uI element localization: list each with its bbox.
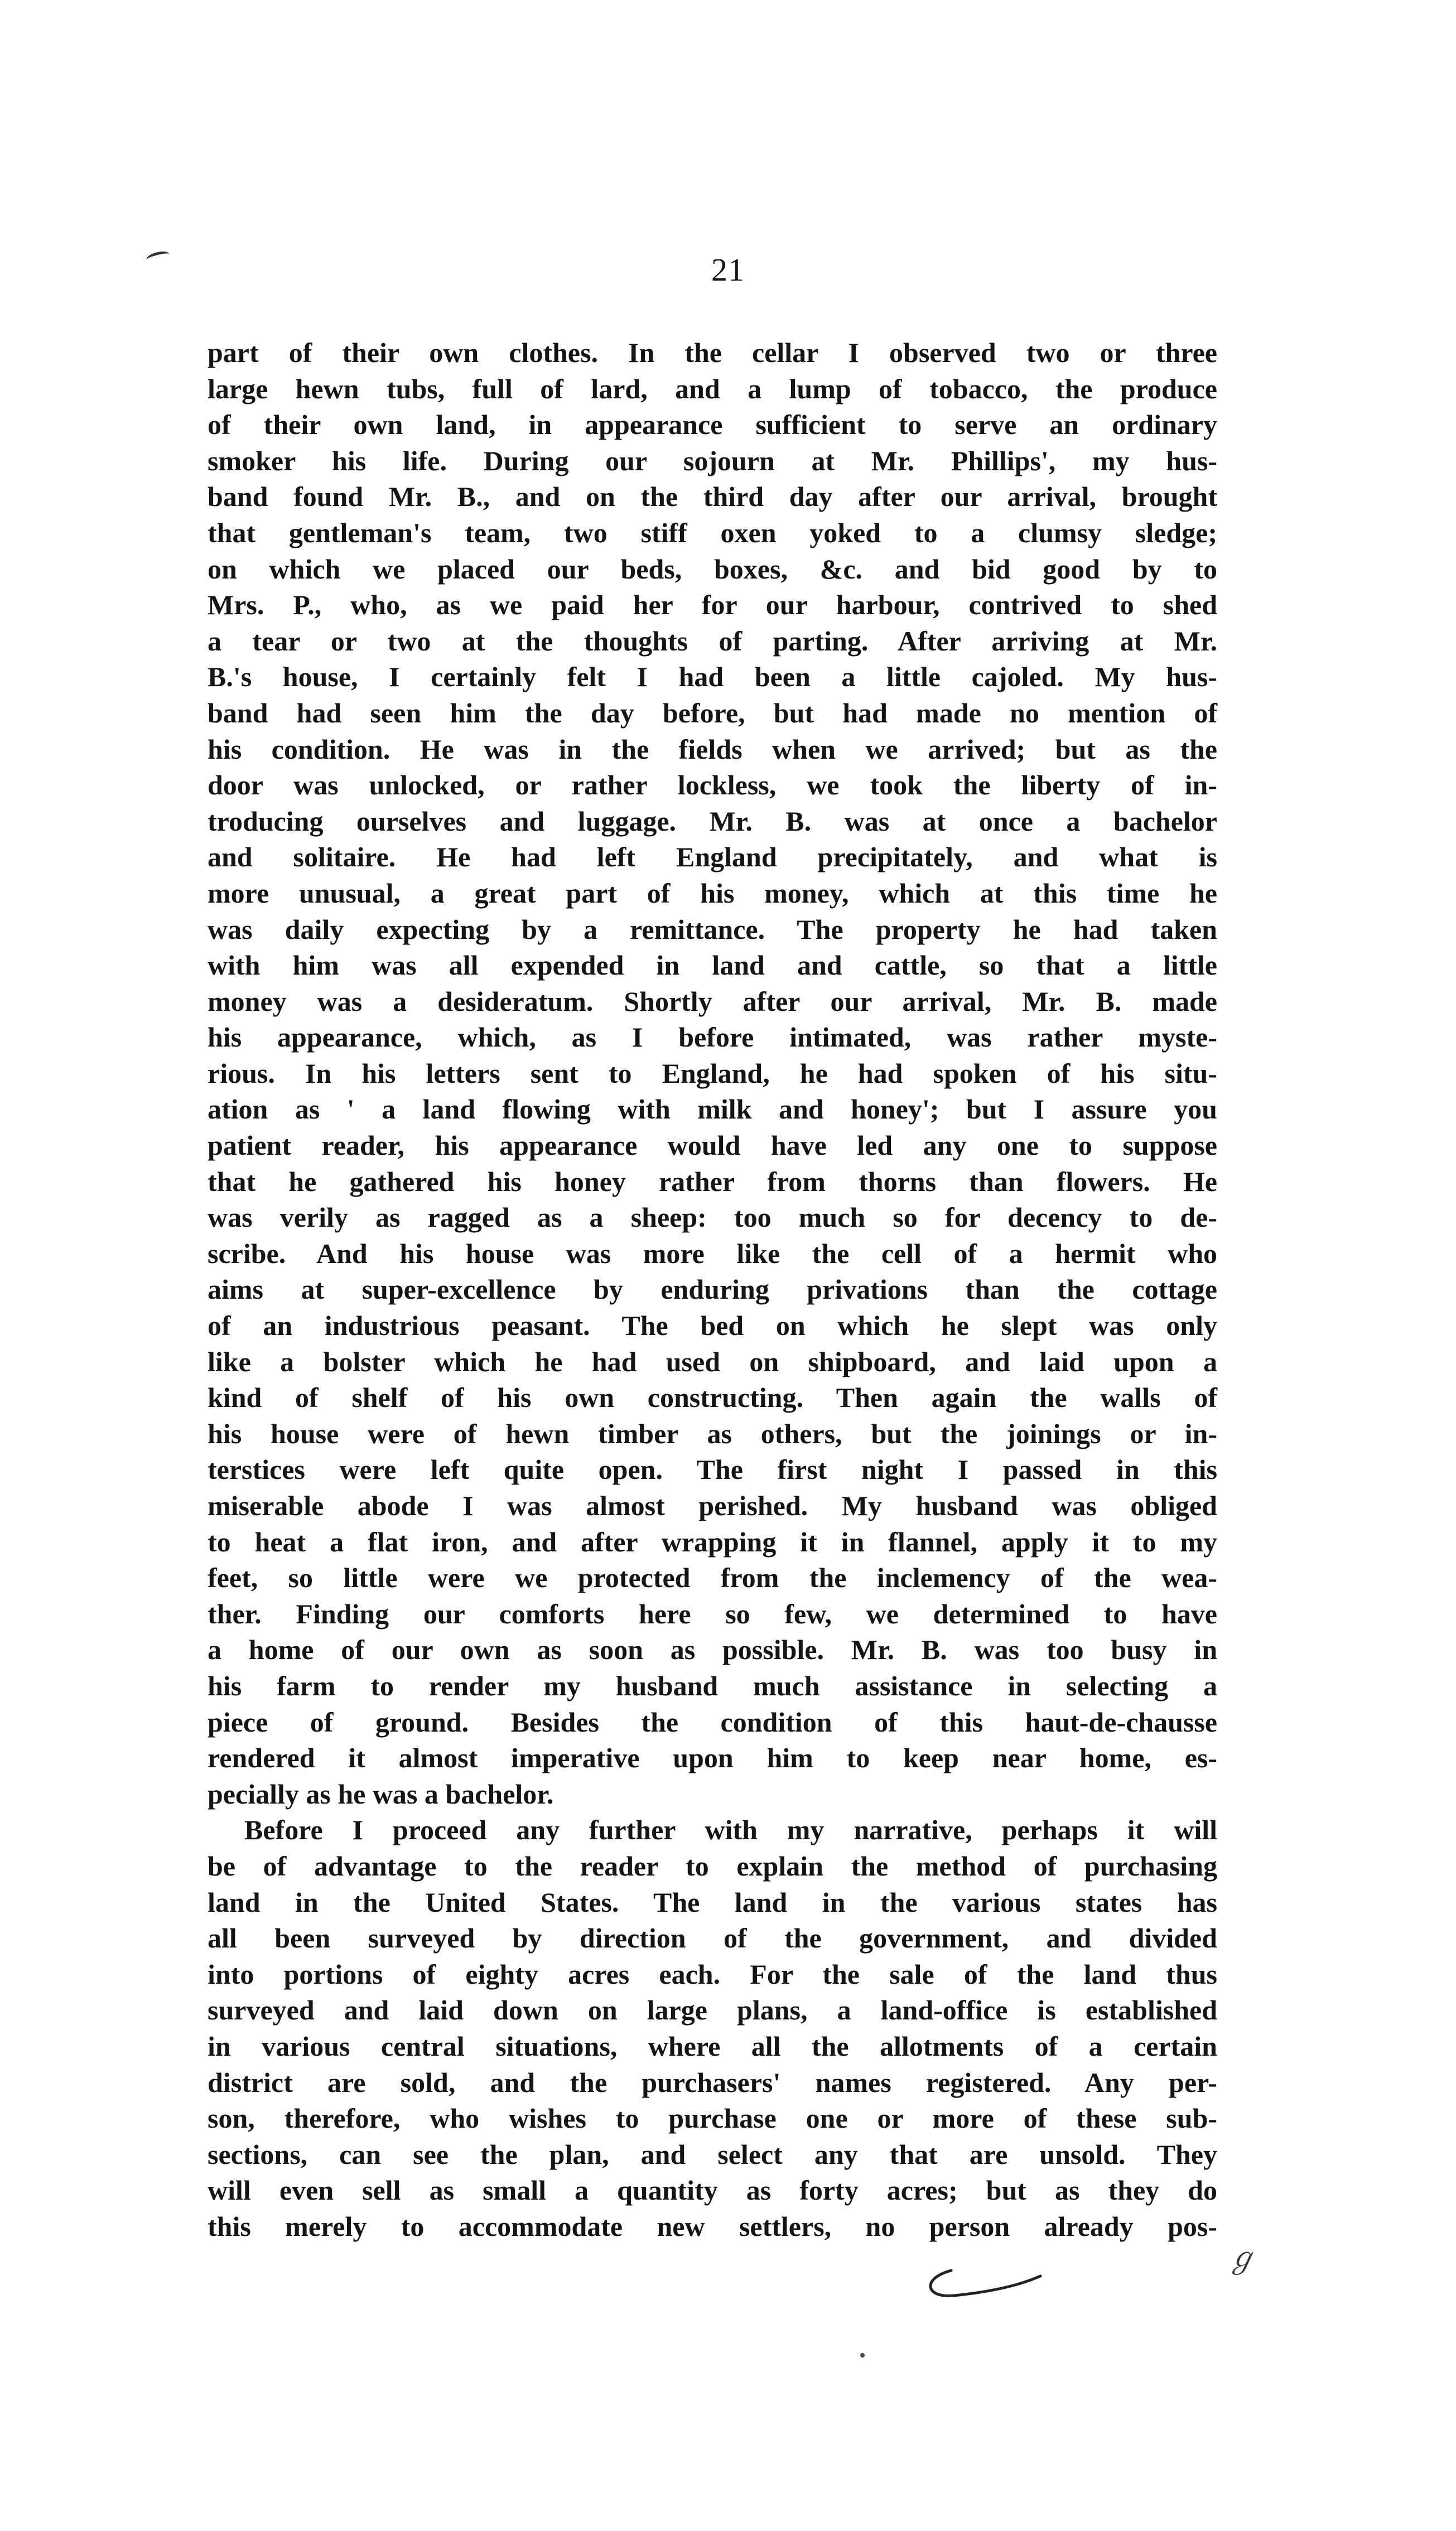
text-line: and solitaire. He had left England precipitately, and what is — [208, 841, 1217, 873]
text-line: terstices were left quite open. The first night I passed in this — [208, 1454, 1217, 1486]
text-line: of an industrious peasant. The bed on which he slept was only — [208, 1310, 1217, 1342]
text-line: smoker his life. During our sojourn at Mr. Phillips', my hus- — [208, 445, 1217, 476]
text-line: his appearance, which, as I before intimated, was rather myste- — [208, 1021, 1217, 1053]
text-line: to heat a flat iron, and after wrapping it in flannel, apply it to my — [208, 1526, 1217, 1558]
text-line: kind of shelf of his own constructing. Then again the walls of — [208, 1382, 1217, 1414]
text-line: his condition. He was in the fields when we arrived; but as the — [208, 733, 1217, 765]
text-line: Mrs. P., who, as we paid her for our harbour, contrived to shed — [208, 589, 1217, 621]
text-line: large hewn tubs, full of lard, and a lump of tobacco, the produce — [208, 373, 1217, 404]
text-line: miserable abode I was almost perished. My husband was obliged — [208, 1490, 1217, 1521]
text-line: land in the United States. The land in the various states has — [208, 1886, 1217, 1918]
text-line: will even sell as small a quantity as forty acres; but as they do — [208, 2175, 1217, 2206]
text-line: door was unlocked, or rather lockless, we took the liberty of in- — [208, 769, 1217, 801]
text-line: troducing ourselves and luggage. Mr. B. was at once a bachelor — [208, 805, 1217, 837]
text-line: feet, so little were we protected from the inclemency of the wea- — [208, 1562, 1217, 1594]
text-line: this merely to accommodate new settlers, no person already pos- — [208, 2210, 1217, 2242]
text-line: in various central situations, where all the allotments of a certain — [208, 2030, 1217, 2062]
text-line: part of their own clothes. In the cellar I observed two or three — [208, 337, 1217, 368]
text-line: on which we placed our beds, boxes, &c. and bid good by to — [208, 553, 1217, 585]
text-line: into portions of eighty acres each. For the sale of the land thus — [208, 1958, 1217, 1990]
text-line: surveyed and laid down on large plans, a land-office is established — [208, 1994, 1217, 2026]
text-line: son, therefore, who wishes to purchase one or more of these sub- — [208, 2103, 1217, 2134]
text-line: scribe. And his house was more like the cell of a hermit who — [208, 1237, 1217, 1269]
text-line: more unusual, a great part of his money, which at this time he — [208, 877, 1217, 909]
handwritten-ink-curve — [920, 2265, 1043, 2304]
text-line: rendered it almost imperative upon him to keep near home, es- — [208, 1742, 1217, 1774]
text-line: rious. In his letters sent to England, he had spoken of his situ- — [208, 1057, 1217, 1089]
text-line: be of advantage to the reader to explain the method of purchasing — [208, 1850, 1217, 1882]
text-line: was daily expecting by a remittance. The property he had taken — [208, 913, 1217, 945]
text-line: like a bolster which he had used on shipboard, and laid upon a — [208, 1346, 1217, 1377]
text-line: a tear or two at the thoughts of parting. After arriving at Mr. — [208, 625, 1217, 657]
text-line: Before I proceed any further with my narrative, perhaps it will — [244, 1814, 1217, 1846]
text-line: his house were of hewn timber as others, but the joinings or in- — [208, 1418, 1217, 1449]
text-line: band found Mr. B., and on the third day after our arrival, brought — [208, 481, 1217, 513]
text-line: piece of ground. Besides the condition of this haut-de-chausse — [208, 1706, 1217, 1738]
page-number: 21 — [711, 252, 745, 288]
text-line: aims at super-excellence by enduring privations than the cottage — [208, 1274, 1217, 1305]
margin-ink-mark: ℊ — [1227, 2243, 1257, 2274]
text-line: band had seen him the day before, but had made no mention of — [208, 697, 1217, 729]
text-line: pecially as he was a bachelor. — [208, 1778, 554, 1810]
ink-dot — [860, 2353, 865, 2358]
text-line: B.'s house, I certainly felt I had been a little cajoled. My hus- — [208, 661, 1217, 693]
text-line: that gentleman's team, two stiff oxen yoked to a clumsy sledge; — [208, 517, 1217, 548]
text-line: district are sold, and the purchasers' names registered. Any per- — [208, 2066, 1217, 2098]
text-line: his farm to render my husband much assistance in selecting a — [208, 1670, 1217, 1701]
text-line: all been surveyed by direction of the government, and divided — [208, 1922, 1217, 1954]
text-line: was verily as ragged as a sheep: too much so for decency to de- — [208, 1202, 1217, 1233]
text-line: money was a desideratum. Shortly after our arrival, Mr. B. made — [208, 985, 1217, 1017]
text-line: with him was all expended in land and cattle, so that a little — [208, 949, 1217, 981]
text-line: ther. Finding our comforts here so few, we determined to have — [208, 1598, 1217, 1630]
body-text — [208, 335, 1217, 2244]
text-line: patient reader, his appearance would have led any one to suppose — [208, 1130, 1217, 1161]
text-line: a home of our own as soon as possible. Mr. B. was too busy in — [208, 1634, 1217, 1666]
text-line: sections, can see the plan, and select any that are unsold. They — [208, 2138, 1217, 2170]
text-line: ation as ' a land flowing with milk and honey'; but I assure you — [208, 1093, 1217, 1125]
text-line: that he gathered his honey rather from thorns than flowers. He — [208, 1165, 1217, 1197]
text-line: of their own land, in appearance sufficient to serve an ordinary — [208, 409, 1217, 441]
